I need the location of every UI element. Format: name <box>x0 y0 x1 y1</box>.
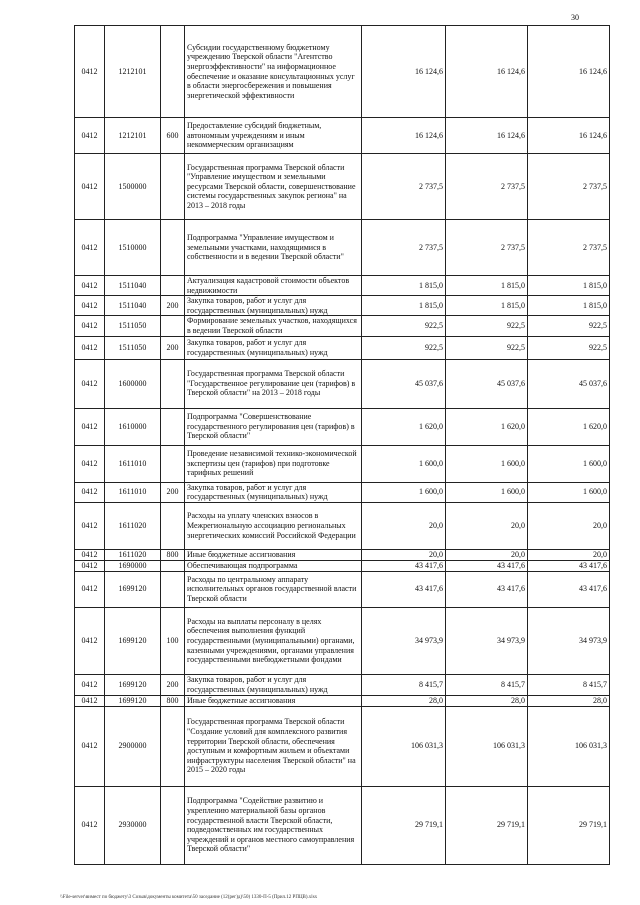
section-code-cell: 0412 <box>75 276 105 296</box>
table-row <box>75 296 610 316</box>
target-code-cell: 1212101 <box>105 26 161 118</box>
amount-2016-cell: 43 417,6 <box>446 571 528 607</box>
expense-type-cell: 200 <box>161 674 185 695</box>
amount-2017-cell: 20,0 <box>528 549 610 560</box>
description-cell: Закупка товаров, работ и услуг для государственных (муниципальных) нужд <box>185 482 362 502</box>
table-row <box>75 26 610 118</box>
table-row <box>75 706 610 786</box>
table-row <box>75 408 610 445</box>
expense-type-cell <box>161 220 185 276</box>
amount-2017-cell: 34 973,9 <box>528 607 610 674</box>
section-code-cell: 0412 <box>75 674 105 695</box>
expense-type-cell: 200 <box>161 336 185 359</box>
amount-2017-cell: 1 815,0 <box>528 296 610 316</box>
amount-2016-cell: 1 815,0 <box>446 276 528 296</box>
expense-type-cell: 600 <box>161 118 185 154</box>
description-cell: Иные бюджетные ассигнования <box>185 695 362 706</box>
section-code-cell: 0412 <box>75 296 105 316</box>
expense-type-cell: 800 <box>161 549 185 560</box>
amount-2016-cell: 922,5 <box>446 336 528 359</box>
section-code-cell: 0412 <box>75 316 105 336</box>
section-code-cell: 0412 <box>75 408 105 445</box>
expense-type-cell <box>161 706 185 786</box>
expense-type-cell <box>161 316 185 336</box>
description-cell: Актуализация кадастровой стоимости объектов недвижимости <box>185 276 362 296</box>
expense-type-cell: 200 <box>161 482 185 502</box>
amount-2016-cell: 20,0 <box>446 502 528 549</box>
target-code-cell: 1611010 <box>105 445 161 482</box>
section-code-cell: 0412 <box>75 695 105 706</box>
description-cell: Закупка товаров, работ и услуг для государственных (муниципальных) нужд <box>185 336 362 359</box>
amount-2017-cell: 1 600,0 <box>528 445 610 482</box>
target-code-cell: 2930000 <box>105 786 161 864</box>
table-row <box>75 502 610 549</box>
description-cell: Подпрограмма "Содействие развитию и укреплению материальной базы органов государственной власти Тверской области, подведомственных им государственных учреждений и органов местного самоуправления Тверской области" <box>185 786 362 864</box>
amount-2016-cell: 2 737,5 <box>446 154 528 220</box>
target-code-cell: 1510000 <box>105 220 161 276</box>
table-row <box>75 359 610 408</box>
amount-2015-cell: 2 737,5 <box>362 154 446 220</box>
expense-type-cell: 200 <box>161 296 185 316</box>
amount-2016-cell: 922,5 <box>446 316 528 336</box>
section-code-cell: 0412 <box>75 786 105 864</box>
amount-2017-cell: 8 415,7 <box>528 674 610 695</box>
amount-2015-cell: 43 417,6 <box>362 571 446 607</box>
table-row <box>75 445 610 482</box>
description-cell: Проведение независимой технико-экономической экспертизы цен (тарифов) при подготовке тарифных решений <box>185 445 362 482</box>
section-code-cell: 0412 <box>75 502 105 549</box>
section-code-cell: 0412 <box>75 607 105 674</box>
amount-2017-cell: 2 737,5 <box>528 220 610 276</box>
expense-type-cell <box>161 502 185 549</box>
amount-2015-cell: 922,5 <box>362 336 446 359</box>
amount-2015-cell: 29 719,1 <box>362 786 446 864</box>
description-cell: Государственная программа Тверской области "Управление имуществом и земельными ресурсами Тверской области, совершенствование системы государственных закупок региона" на 2013 – 2018 годы <box>185 154 362 220</box>
target-code-cell: 1699120 <box>105 674 161 695</box>
amount-2017-cell: 106 031,3 <box>528 706 610 786</box>
amount-2015-cell: 28,0 <box>362 695 446 706</box>
section-code-cell: 0412 <box>75 571 105 607</box>
amount-2017-cell: 43 417,6 <box>528 571 610 607</box>
section-code-cell: 0412 <box>75 26 105 118</box>
amount-2016-cell: 34 973,9 <box>446 607 528 674</box>
amount-2017-cell: 2 737,5 <box>528 154 610 220</box>
amount-2015-cell: 1 815,0 <box>362 276 446 296</box>
description-cell: Государственная программа Тверской области "Государственное регулирование цен (тарифов) в Тверской области" на 2013 – 2018 годы <box>185 359 362 408</box>
amount-2017-cell: 16 124,6 <box>528 26 610 118</box>
amount-2017-cell: 28,0 <box>528 695 610 706</box>
amount-2015-cell: 16 124,6 <box>362 26 446 118</box>
amount-2017-cell: 1 600,0 <box>528 482 610 502</box>
amount-2016-cell: 1 815,0 <box>446 296 528 316</box>
expense-type-cell <box>161 154 185 220</box>
description-cell: Закупка товаров, работ и услуг для государственных (муниципальных) нужд <box>185 674 362 695</box>
table-row <box>75 154 610 220</box>
section-code-cell: 0412 <box>75 336 105 359</box>
amount-2016-cell: 43 417,6 <box>446 560 528 571</box>
section-code-cell: 0412 <box>75 359 105 408</box>
expense-type-cell <box>161 571 185 607</box>
amount-2015-cell: 34 973,9 <box>362 607 446 674</box>
description-cell: Подпрограмма "Совершенствование государственного регулирования цен (тарифов) в Тверской области" <box>185 408 362 445</box>
description-cell: Расходы на выплаты персоналу в целях обеспечения выполнения функций государственными (муниципальными) органами, казенными учреждениями, органами управления государственными внебюджетными фондами <box>185 607 362 674</box>
amount-2017-cell: 45 037,6 <box>528 359 610 408</box>
target-code-cell: 1699120 <box>105 607 161 674</box>
description-cell: Расходы по центральному аппарату исполнительных органов государственной власти Тверской области <box>185 571 362 607</box>
table-row <box>75 674 610 695</box>
section-code-cell: 0412 <box>75 549 105 560</box>
amount-2016-cell: 1 600,0 <box>446 445 528 482</box>
expense-type-cell: 800 <box>161 695 185 706</box>
table-row <box>75 316 610 336</box>
description-cell: Иные бюджетные ассигнования <box>185 549 362 560</box>
target-code-cell: 1511040 <box>105 296 161 316</box>
amount-2015-cell: 16 124,6 <box>362 118 446 154</box>
amount-2017-cell: 29 719,1 <box>528 786 610 864</box>
description-cell: Предоставление субсидий бюджетным, автономным учреждениям и иным некоммерческим организациям <box>185 118 362 154</box>
amount-2016-cell: 1 620,0 <box>446 408 528 445</box>
amount-2015-cell: 922,5 <box>362 316 446 336</box>
target-code-cell: 1600000 <box>105 359 161 408</box>
section-code-cell: 0412 <box>75 154 105 220</box>
amount-2016-cell: 1 600,0 <box>446 482 528 502</box>
amount-2016-cell: 106 031,3 <box>446 706 528 786</box>
section-code-cell: 0412 <box>75 560 105 571</box>
target-code-cell: 1511040 <box>105 276 161 296</box>
table-row <box>75 118 610 154</box>
expense-type-cell <box>161 445 185 482</box>
amount-2017-cell: 43 417,6 <box>528 560 610 571</box>
amount-2015-cell: 8 415,7 <box>362 674 446 695</box>
expense-type-cell <box>161 26 185 118</box>
description-cell: Субсидии государственному бюджетному учреждению Тверской области "Агентство энергоэффективности" на информационное обеспечение и оказание консультационных услуг в области энергосбережения и повышения энергетической эффективности <box>185 26 362 118</box>
amount-2016-cell: 16 124,6 <box>446 118 528 154</box>
amount-2017-cell: 20,0 <box>528 502 610 549</box>
description-cell: Закупка товаров, работ и услуг для государственных (муниципальных) нужд <box>185 296 362 316</box>
amount-2017-cell: 16 124,6 <box>528 118 610 154</box>
target-code-cell: 1690000 <box>105 560 161 571</box>
amount-2016-cell: 29 719,1 <box>446 786 528 864</box>
amount-2015-cell: 1 600,0 <box>362 482 446 502</box>
amount-2015-cell: 2 737,5 <box>362 220 446 276</box>
target-code-cell: 1699120 <box>105 695 161 706</box>
target-code-cell: 1611010 <box>105 482 161 502</box>
target-code-cell: 1699120 <box>105 571 161 607</box>
amount-2015-cell: 106 031,3 <box>362 706 446 786</box>
description-cell: Расходы на уплату членских взносов в Межрегиональную ассоциацию региональных энергетических комиссий Российской Федерации <box>185 502 362 549</box>
amount-2017-cell: 1 620,0 <box>528 408 610 445</box>
amount-2016-cell: 45 037,6 <box>446 359 528 408</box>
amount-2015-cell: 1 620,0 <box>362 408 446 445</box>
section-code-cell: 0412 <box>75 706 105 786</box>
table-row <box>75 607 610 674</box>
expense-type-cell: 100 <box>161 607 185 674</box>
amount-2015-cell: 20,0 <box>362 549 446 560</box>
target-code-cell: 1611020 <box>105 502 161 549</box>
amount-2016-cell: 2 737,5 <box>446 220 528 276</box>
target-code-cell: 1511050 <box>105 316 161 336</box>
table-row <box>75 276 610 296</box>
amount-2016-cell: 8 415,7 <box>446 674 528 695</box>
table-row <box>75 549 610 560</box>
target-code-cell: 1611020 <box>105 549 161 560</box>
table-row <box>75 560 610 571</box>
target-code-cell: 1511050 <box>105 336 161 359</box>
description-cell: Государственная программа Тверской области "Создание условий для комплексного развития территории Тверской области, обеспечения доступным и комфортным жильем и объектами инфраструктуры населения Тверской области" на 2015 – 2020 годы <box>185 706 362 786</box>
amount-2016-cell: 16 124,6 <box>446 26 528 118</box>
expense-type-cell <box>161 408 185 445</box>
page-number: 30 <box>571 13 579 22</box>
table-row <box>75 695 610 706</box>
table-row <box>75 220 610 276</box>
table-row <box>75 482 610 502</box>
target-code-cell: 1212101 <box>105 118 161 154</box>
amount-2015-cell: 20,0 <box>362 502 446 549</box>
target-code-cell: 1500000 <box>105 154 161 220</box>
amount-2015-cell: 43 417,6 <box>362 560 446 571</box>
amount-2017-cell: 1 815,0 <box>528 276 610 296</box>
table-row <box>75 336 610 359</box>
amount-2016-cell: 20,0 <box>446 549 528 560</box>
amount-2017-cell: 922,5 <box>528 336 610 359</box>
description-cell: Формирование земельных участков, находящихся в ведении Тверской области <box>185 316 362 336</box>
expense-type-cell <box>161 276 185 296</box>
section-code-cell: 0412 <box>75 220 105 276</box>
amount-2017-cell: 922,5 <box>528 316 610 336</box>
amount-2016-cell: 28,0 <box>446 695 528 706</box>
file-path-footer: \\File-server\вимест по бюджету\3 Созыв\документы комитета\50 заседание (12(рег)д)\50) 1330-П-5 (Прил.12 РПЦВ).xlsx <box>60 895 318 900</box>
section-code-cell: 0412 <box>75 118 105 154</box>
expense-type-cell <box>161 359 185 408</box>
table-row <box>75 786 610 864</box>
amount-2015-cell: 1 815,0 <box>362 296 446 316</box>
table-row <box>75 571 610 607</box>
amount-2015-cell: 45 037,6 <box>362 359 446 408</box>
section-code-cell: 0412 <box>75 445 105 482</box>
expense-type-cell <box>161 786 185 864</box>
description-cell: Обеспечивающая подпрограмма <box>185 560 362 571</box>
section-code-cell: 0412 <box>75 482 105 502</box>
target-code-cell: 1610000 <box>105 408 161 445</box>
expense-type-cell <box>161 560 185 571</box>
budget-table <box>74 25 610 865</box>
target-code-cell: 2900000 <box>105 706 161 786</box>
description-cell: Подпрограмма "Управление имуществом и земельными участками, находящимися в собственности и в ведении Тверской области" <box>185 220 362 276</box>
amount-2015-cell: 1 600,0 <box>362 445 446 482</box>
